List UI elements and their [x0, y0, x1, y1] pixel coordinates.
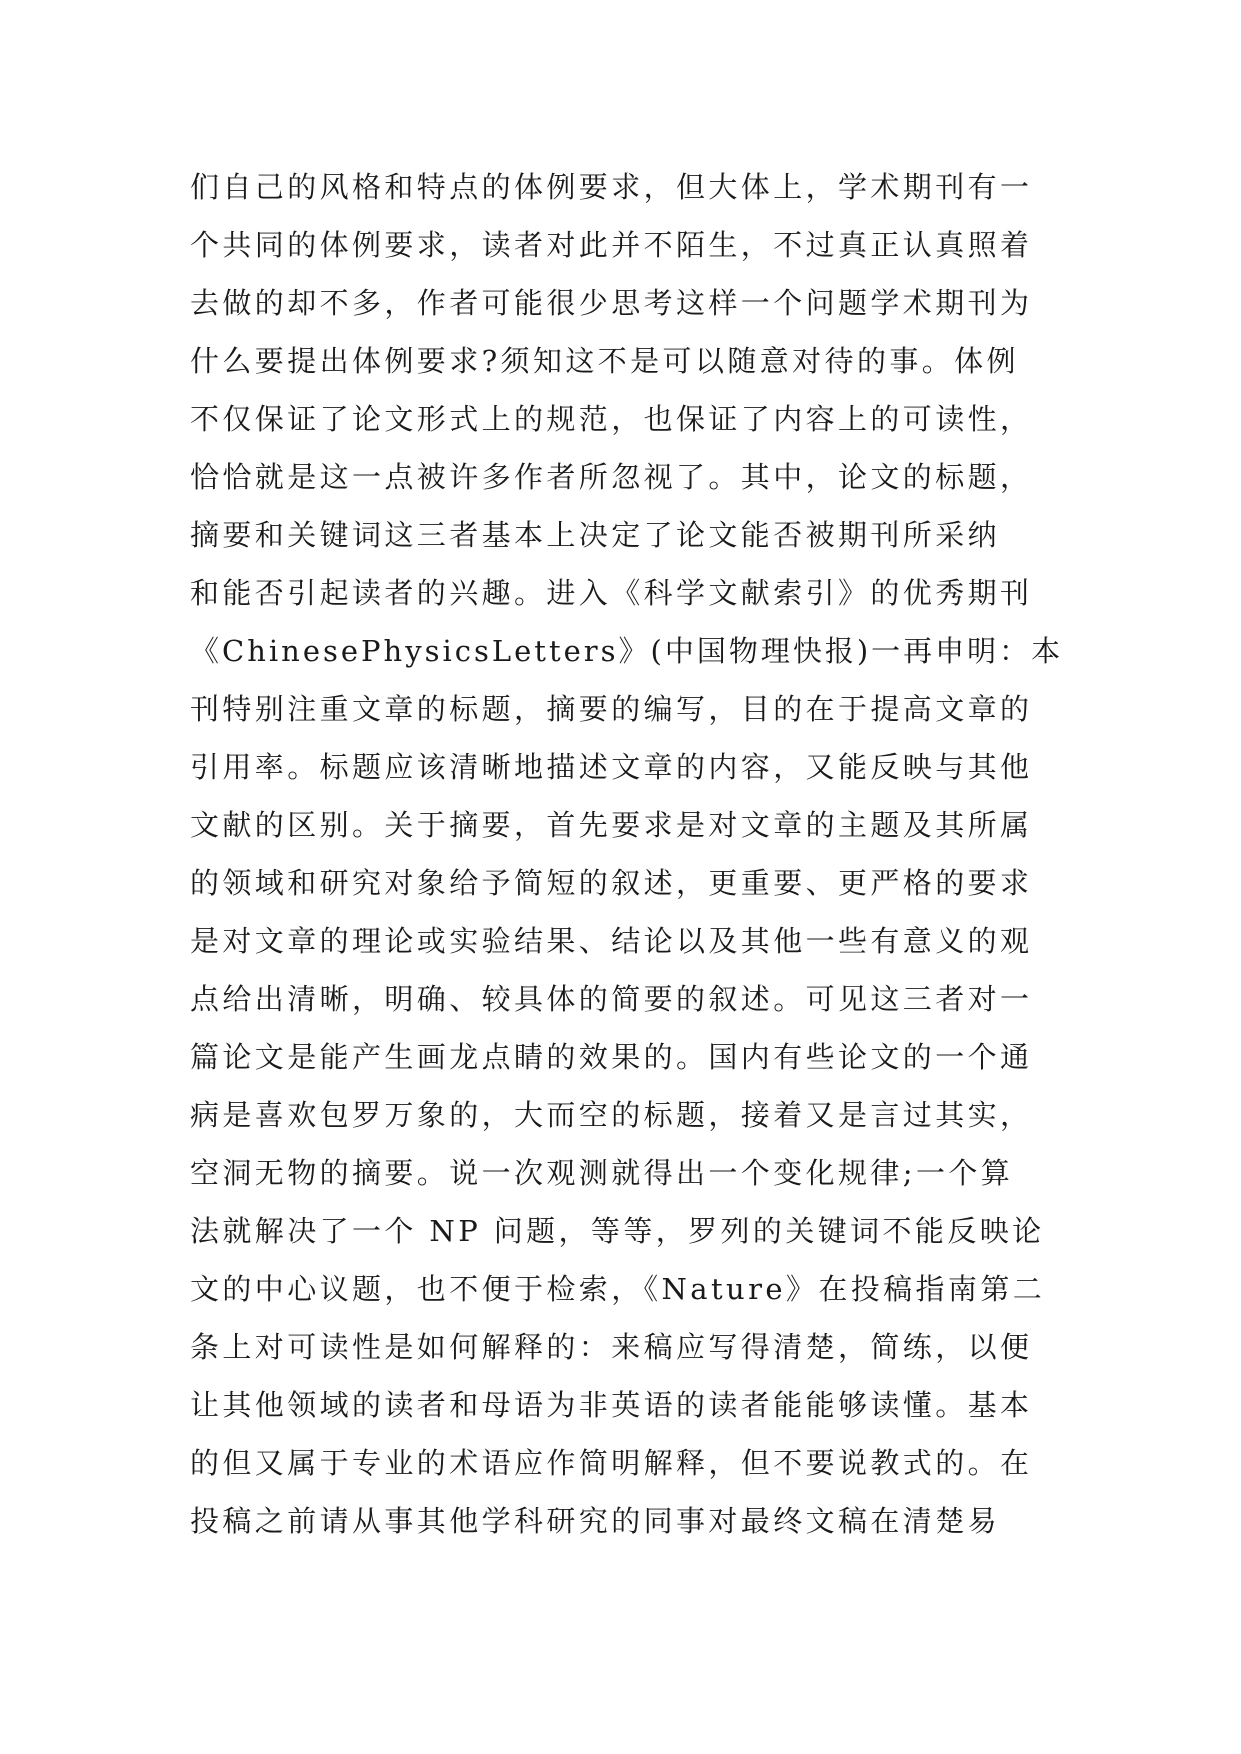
- text-line: 刊特别注重文章的标题，摘要的编写，目的在于提高文章的: [190, 692, 1033, 726]
- text-line: 个共同的体例要求，读者对此并不陌生，不过真正认真照着: [190, 228, 1033, 262]
- text-line: 是对文章的理论或实验结果、结论以及其他一些有意义的观: [190, 924, 1033, 958]
- text-line: 篇论文是能产生画龙点睛的效果的。国内有些论文的一个通: [190, 1040, 1033, 1074]
- body-paragraph: [190, 158, 1070, 1550]
- text-line: 什么要提出体例要求?须知这不是可以随意对待的事。体例: [190, 344, 1019, 378]
- text-line: 条上对可读性是如何解释的：来稿应写得清楚，简练，以便: [190, 1330, 1033, 1364]
- text-line: 恰恰就是这一点被许多作者所忽视了。其中，论文的标题，: [190, 460, 1033, 494]
- text-line: 们自己的风格和特点的体例要求，但大体上，学术期刊有一: [190, 170, 1033, 204]
- text-line: 空洞无物的摘要。说一次观测就得出一个变化规律;一个算: [190, 1156, 1014, 1190]
- text-line: 摘要和关键词这三者基本上决定了论文能否被期刊所采纳: [190, 518, 1001, 552]
- text-line: 引用率。标题应该清晰地描述文章的内容，又能反映与其他: [190, 750, 1033, 784]
- text-line: 去做的却不多，作者可能很少思考这样一个问题学术期刊为: [190, 286, 1033, 320]
- text-line: 《ChinesePhysicsLetters》(中国物理快报)一再申明：本: [190, 634, 1064, 668]
- text-line: 投稿之前请从事其他学科研究的同事对最终文稿在清楚易: [190, 1504, 1001, 1538]
- text-line: 文献的区别。关于摘要，首先要求是对文章的主题及其所属: [190, 808, 1033, 842]
- text-line: 让其他领域的读者和母语为非英语的读者能能够读懂。基本: [190, 1388, 1033, 1422]
- text-line: 不仅保证了论文形式上的规范，也保证了内容上的可读性，: [190, 402, 1033, 436]
- text-line: 法就解决了一个 NP 问题，等等，罗列的关键词不能反映论: [190, 1214, 1045, 1248]
- text-line: 病是喜欢包罗万象的，大而空的标题，接着又是言过其实，: [190, 1098, 1033, 1132]
- text-line: 的但又属于专业的术语应作简明解释，但不要说教式的。在: [190, 1446, 1033, 1480]
- text-line: 和能否引起读者的兴趣。进入《科学文献索引》的优秀期刊: [190, 576, 1033, 610]
- text-line: 点给出清晰，明确、较具体的简要的叙述。可见这三者对一: [190, 982, 1033, 1016]
- text-line: 文的中心议题，也不便于检索，《Nature》在投稿指南第二: [190, 1272, 1046, 1306]
- text-line: 的领域和研究对象给予简短的叙述，更重要、更严格的要求: [190, 866, 1033, 900]
